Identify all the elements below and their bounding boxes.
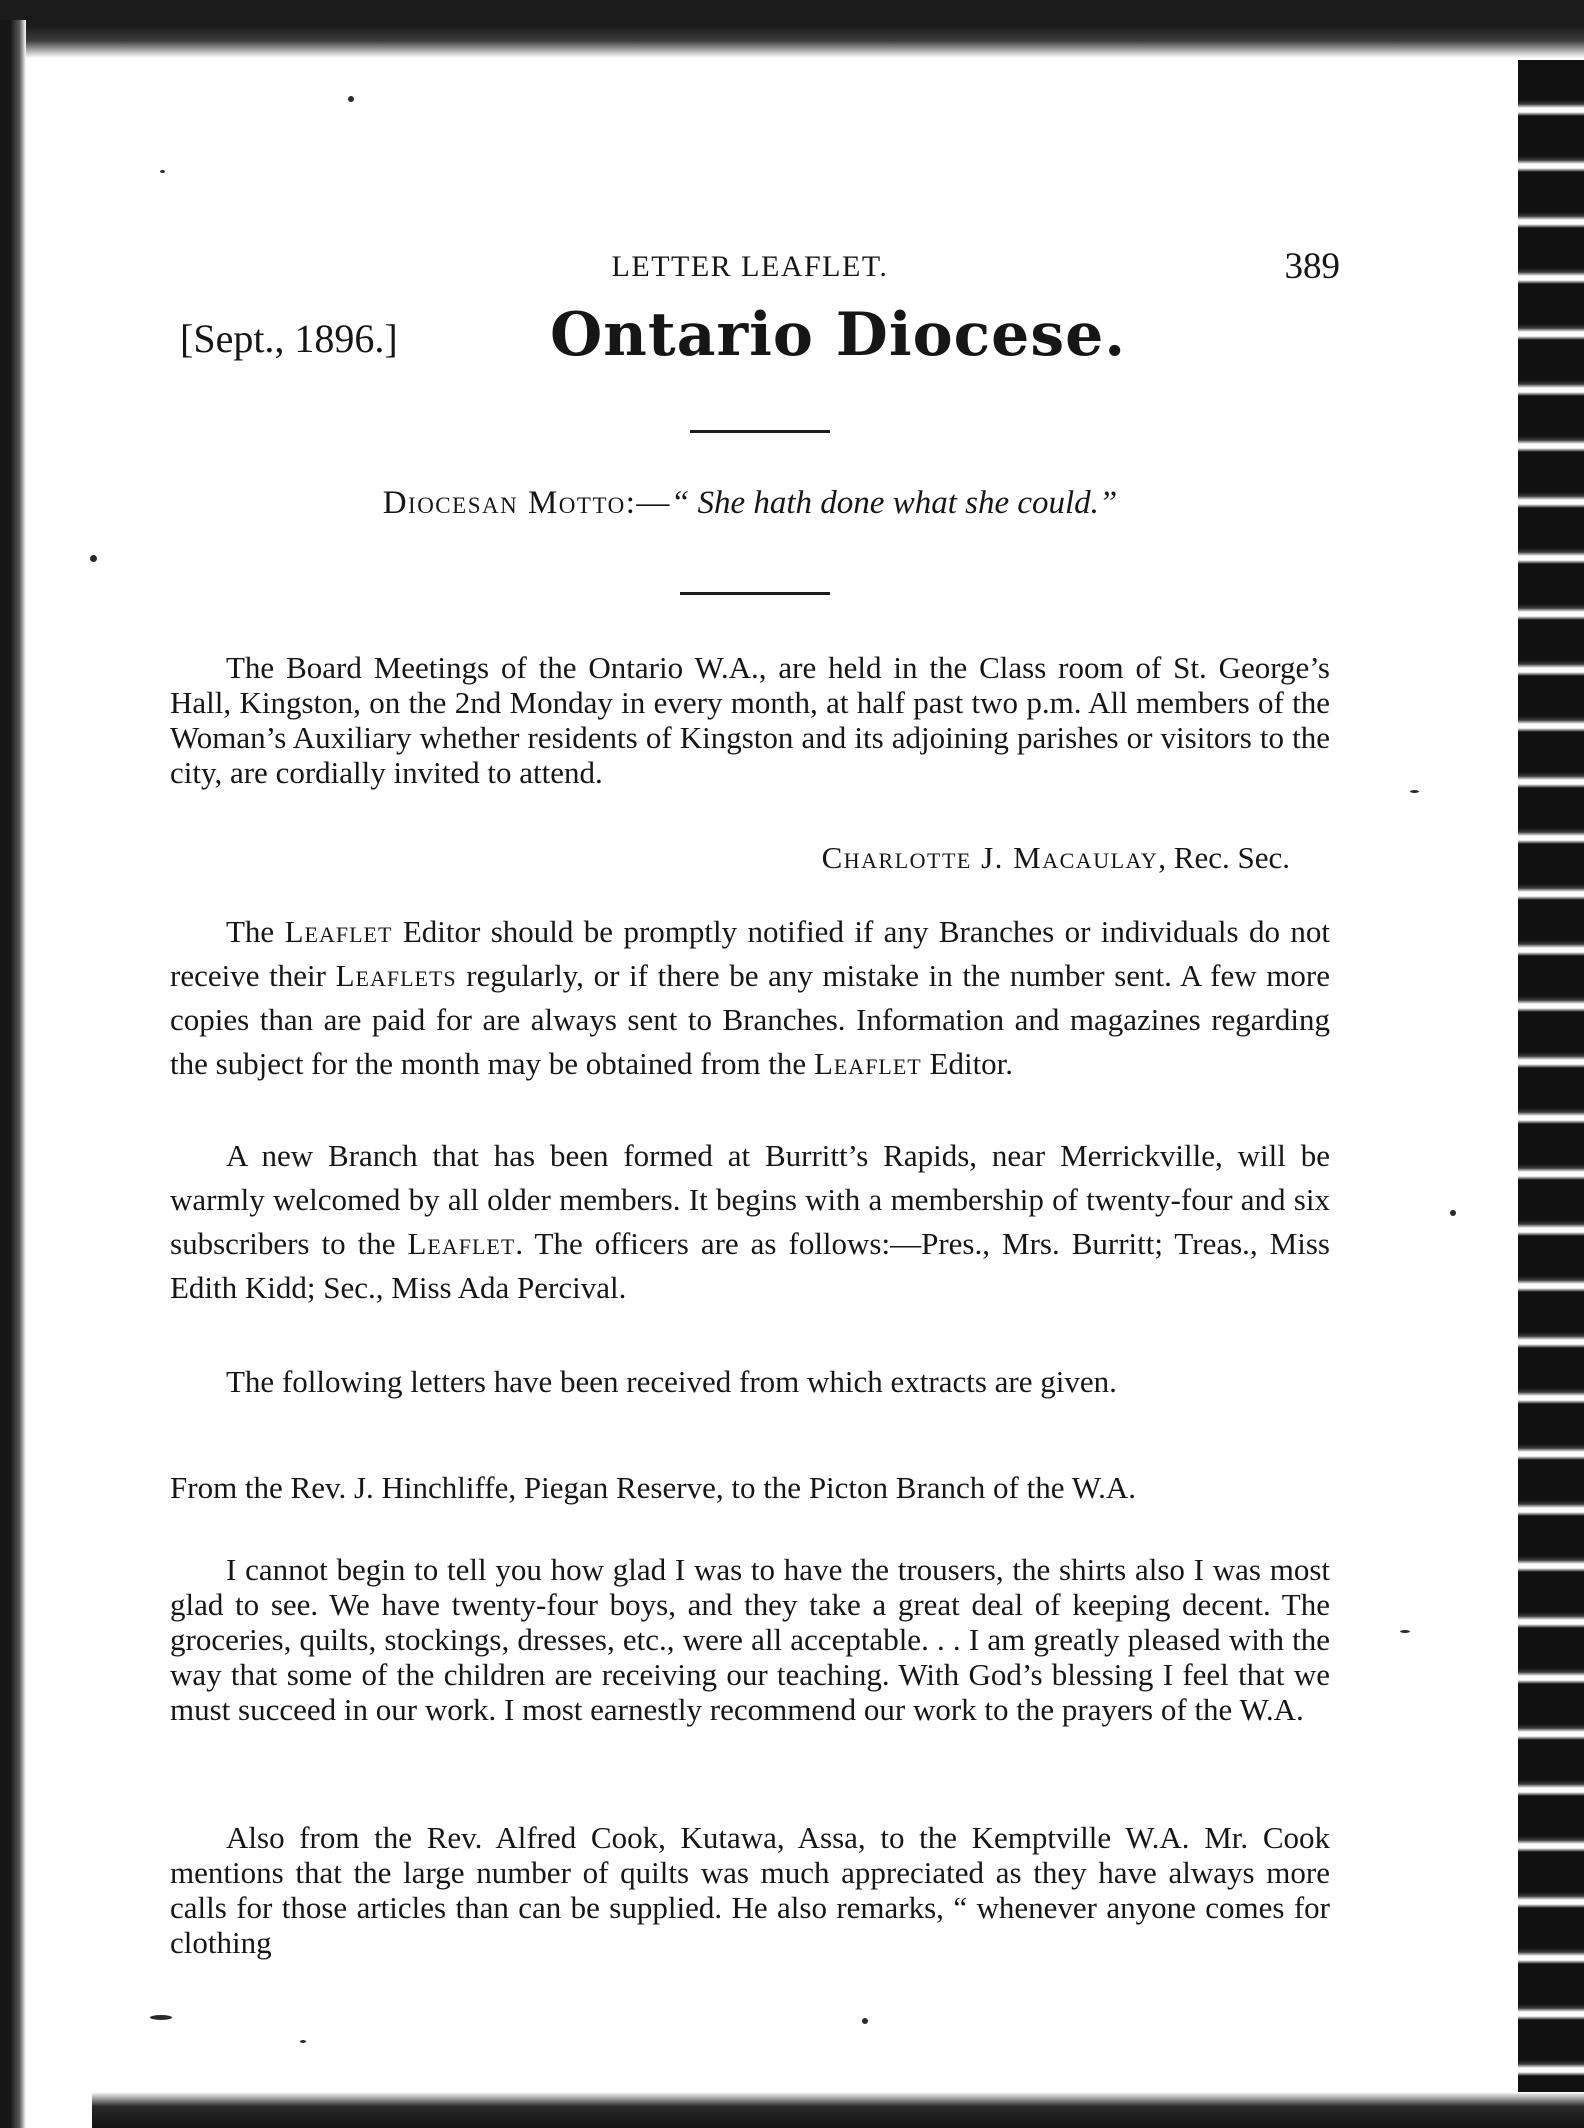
- hinchliffe-letter-text: I cannot begin to tell you how glad I was to have the trousers, the shirts also I was most glad to see. We have twenty-four boys, and they take a great deal of keeping decent. The groceries, quilts, stockings, dresses, etc., were all acceptable. . . I am greatly pleased with the way that some of the children are receiving our teaching. With God’s blessing I feel that we must succeed in our work. I most earnestly recommend our work to the prayers of the W.A.: [170, 1552, 1330, 1727]
- signature: [170, 840, 1290, 876]
- divider-rule: [680, 592, 830, 595]
- signature-title: , Rec. Sec.: [1158, 840, 1290, 875]
- issue-date: [Sept., 1896.]: [180, 316, 398, 361]
- signature-name: Charlotte J. Macaulay: [821, 840, 1159, 875]
- editor-notice-paragraph: [170, 910, 1330, 1086]
- scan-speck: [348, 96, 354, 102]
- masthead: [170, 300, 1330, 380]
- text-run: The: [226, 914, 285, 949]
- running-title: LETTER LEAFLET.: [611, 250, 889, 283]
- diocese-title: Ontario Diocese.: [550, 300, 1127, 370]
- leaflet-word: Leaflet: [407, 1226, 516, 1261]
- scan-speck: [300, 2040, 306, 2043]
- scan-speck: [1410, 790, 1419, 793]
- text-run: Editor.: [921, 1046, 1014, 1081]
- scan-speck: [150, 2015, 172, 2020]
- motto-quote: “ She hath done what she could.”: [670, 485, 1118, 521]
- new-branch-paragraph: [170, 1134, 1330, 1310]
- cook-letter-paragraph: Also from the Rev. Alfred Cook, Kutawa, Assa, to the Kemptville W.A. Mr. Cook mentions that the large number of quilts was much appreciated as they have always more calls for those articles than can be supplied. He also remarks, “ whenever anyone comes for clothing: [170, 1820, 1330, 1960]
- divider-rule: [690, 430, 830, 433]
- board-meetings-paragraph: The Board Meetings of the Ontario W.A., are held in the Class room of St. George’s Hall, Kingston, on the 2nd Monday in every month, at half past two p.m. All members of the Woman’s Auxiliary whether residents of Kingston and its adjoining parishes or visitors to the city, are cordially invited to attend.: [170, 650, 1330, 790]
- scan-speck: [1450, 1210, 1456, 1216]
- text-run: A new Branch that has been formed at Burritt’s Rapids, near Merrickville, will be warmly welcomed by all older members. It begins with a membership of twenty-four and six subscribers to the: [170, 1138, 1330, 1261]
- motto-label: Diocesan Motto:—: [382, 485, 671, 521]
- text-run: Editor should be promptly notified if any Branches or individuals do not receive their: [170, 914, 1330, 993]
- leaflet-word: Leaflet: [813, 1046, 922, 1081]
- scan-speck: [90, 555, 97, 562]
- leaflet-word: Leaflet: [284, 914, 393, 949]
- scan-border-right: [1518, 60, 1584, 2100]
- leaflets-word: Leaflets: [335, 958, 457, 993]
- scan-border-top: [0, 0, 1584, 58]
- letters-intro-paragraph: The following letters have been received from which extracts are given.: [226, 1364, 1117, 1399]
- diocesan-motto: [170, 485, 1330, 522]
- page-number: 389: [1284, 246, 1340, 287]
- text-run: . The officers are as follows:—Pres., Mrs. Burritt; Treas., Miss Edith Kidd; Sec., Miss Ada Percival.: [170, 1226, 1330, 1305]
- scan-speck: [862, 2018, 868, 2024]
- scan-border-bottom: [92, 2092, 1584, 2128]
- running-head: [170, 245, 1340, 295]
- scan-border-left: [0, 20, 26, 2128]
- text-run: regularly, or if there be any mistake in the number sent. A few more copies than are paid for are always sent to Branches. Information and magazines regarding the subject for the month may be obtained from the: [170, 958, 1330, 1081]
- letter-heading: From the Rev. J. Hinchliffe, Piegan Reserve, to the Picton Branch of the W.A.: [170, 1470, 1136, 1505]
- scan-speck: [1400, 1630, 1410, 1633]
- scan-speck: [160, 170, 165, 173]
